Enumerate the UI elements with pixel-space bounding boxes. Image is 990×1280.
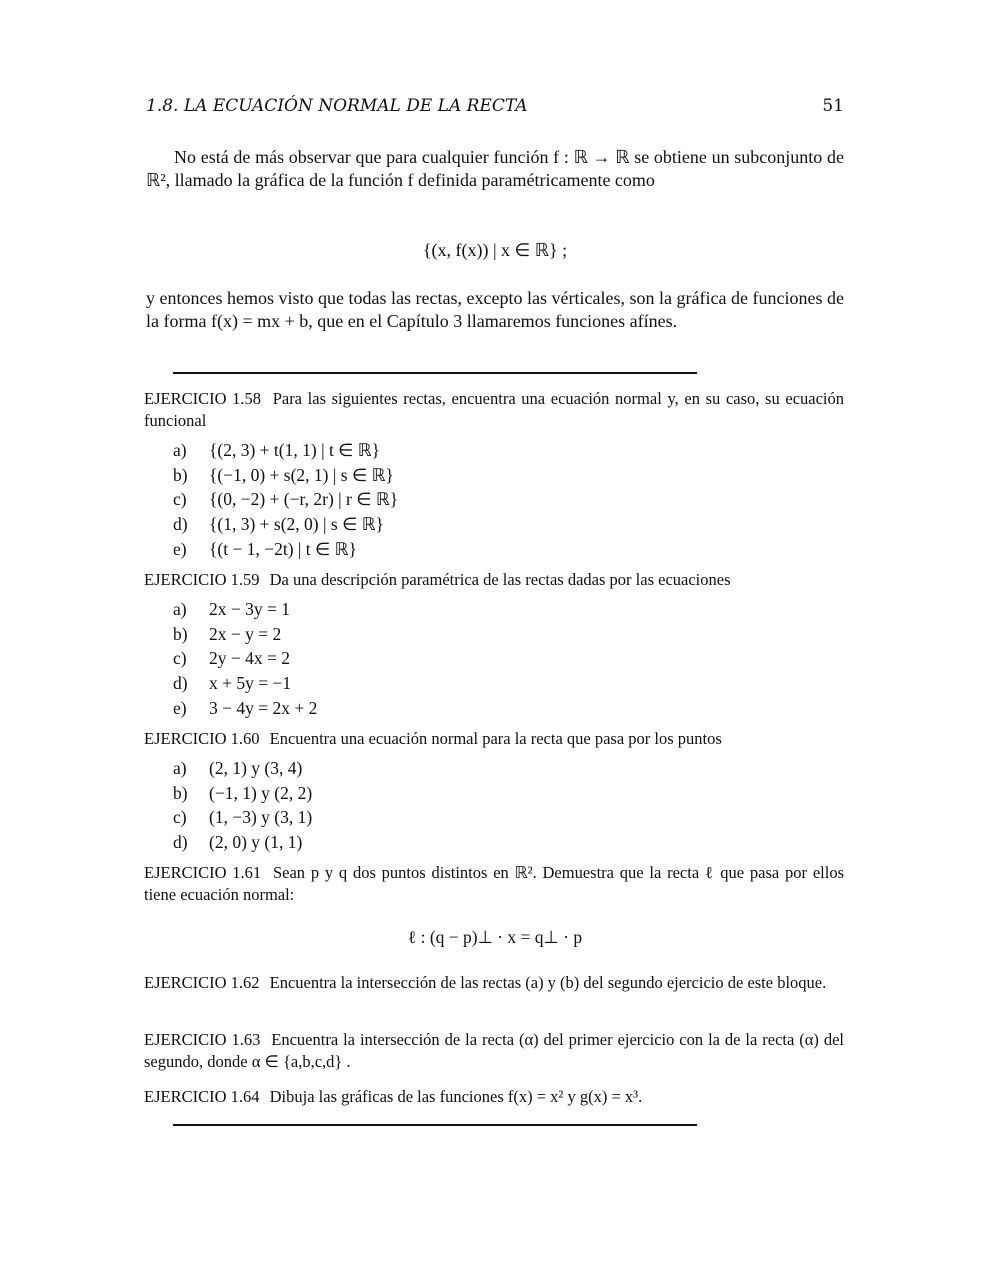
list-item: a) (2, 1) y (3, 4) xyxy=(173,758,303,778)
list-item: a) {(2, 3) + t(1, 1) | t ∈ ℝ} xyxy=(173,440,381,460)
list-item: b) 2x − y = 2 xyxy=(173,623,282,644)
display-set-formula: {(x, f(x)) | x ∈ ℝ} ; xyxy=(422,240,568,260)
exercise-1-62 xyxy=(144,972,844,994)
list-item: d) x + 5y = −1 xyxy=(173,673,292,694)
exercise-1-63 xyxy=(144,1029,844,1073)
list-item: e) {(t − 1, −2t) | t ∈ ℝ} xyxy=(173,538,357,559)
list-item: c) (1, −3) y (3, 1) xyxy=(173,807,313,828)
list-item: c) {(0, −2) + (−r, 2r) | r ∈ ℝ} xyxy=(173,489,399,510)
list-item: c) 2y − 4x = 2 xyxy=(173,648,290,669)
exercise-1-64 xyxy=(144,1086,844,1108)
intro-paragraph-2: y entonces hemos visto que todas las rectas, excepto las vérticales, son la gráfica de funciones de la forma f(x) = mx + b, que en el Capítulo 3 llamaremos funciones afínes. xyxy=(146,288,844,331)
exercise-text: Da una descripción paramétrica de las rectas dadas por las ecuaciones xyxy=(269,570,731,589)
exercise-text: Dibuja las gráficas de las funciones f(x) = x² y g(x) = x³. xyxy=(269,1087,643,1106)
list-item: a) 2x − 3y = 1 xyxy=(173,599,290,619)
exercise-label: EJERCICIO 1.63 xyxy=(144,1030,261,1049)
normal-equation-formula: ℓ : (q − p)⊥ · x = q⊥ · p xyxy=(407,927,583,947)
list-item: b) {(−1, 0) + s(2, 1) | s ∈ ℝ} xyxy=(173,464,394,485)
exercise-1-61 xyxy=(144,862,844,906)
page-number: 51 xyxy=(822,96,844,116)
exercise-text: Sean p y q dos puntos distintos en ℝ². Demuestra que la recta ℓ que pasa por ellos tiene ecuación normal: xyxy=(144,863,844,904)
exercise-label: EJERCICIO 1.58 xyxy=(144,389,262,408)
exercise-1-59 xyxy=(144,569,844,591)
exercise-label: EJERCICIO 1.62 xyxy=(144,973,260,992)
exercise-1-60-list xyxy=(173,756,312,855)
list-item: d) {(1, 3) + s(2, 0) | s ∈ ℝ} xyxy=(173,514,384,535)
section-title: 1.8. LA ECUACIÓN NORMAL DE LA RECTA xyxy=(146,96,528,116)
exercise-label: EJERCICIO 1.64 xyxy=(144,1087,260,1106)
exercise-1-60 xyxy=(144,728,844,750)
exercise-label: EJERCICIO 1.59 xyxy=(144,570,260,589)
exercise-text: Encuentra una ecuación normal para la recta que pasa por los puntos xyxy=(269,729,722,748)
top-divider xyxy=(173,372,697,374)
list-item: e) 3 − 4y = 2x + 2 xyxy=(173,697,318,718)
list-item: b) (−1, 1) y (2, 2) xyxy=(173,782,313,803)
list-item: d) (2, 0) y (1, 1) xyxy=(173,832,303,853)
exercise-1-59-list xyxy=(173,597,317,720)
bottom-divider xyxy=(173,1124,697,1126)
exercise-label: EJERCICIO 1.61 xyxy=(144,863,262,882)
exercise-1-58 xyxy=(144,388,844,432)
running-header xyxy=(146,96,844,116)
exercise-1-58-list xyxy=(173,438,398,561)
intro-paragraph-1: No está de más observar que para cualquier función f : ℝ → ℝ se obtiene un subconjunto de ℝ², llamado la gráfica de la función f definida paramétricamente como xyxy=(146,147,844,190)
exercise-label: EJERCICIO 1.60 xyxy=(144,729,260,748)
exercise-text: Encuentra la intersección de las rectas (a) y (b) del segundo ejercicio de este bloque. xyxy=(269,973,827,992)
exercise-text: Para las siguientes rectas, encuentra una ecuación normal y, en su caso, su ecuación funcional xyxy=(144,389,845,430)
exercise-text: Encuentra la intersección de la recta (α) del primer ejercicio con la de la recta (α) del segundo, donde α ∈ {a,b,c,d} . xyxy=(144,1030,845,1071)
